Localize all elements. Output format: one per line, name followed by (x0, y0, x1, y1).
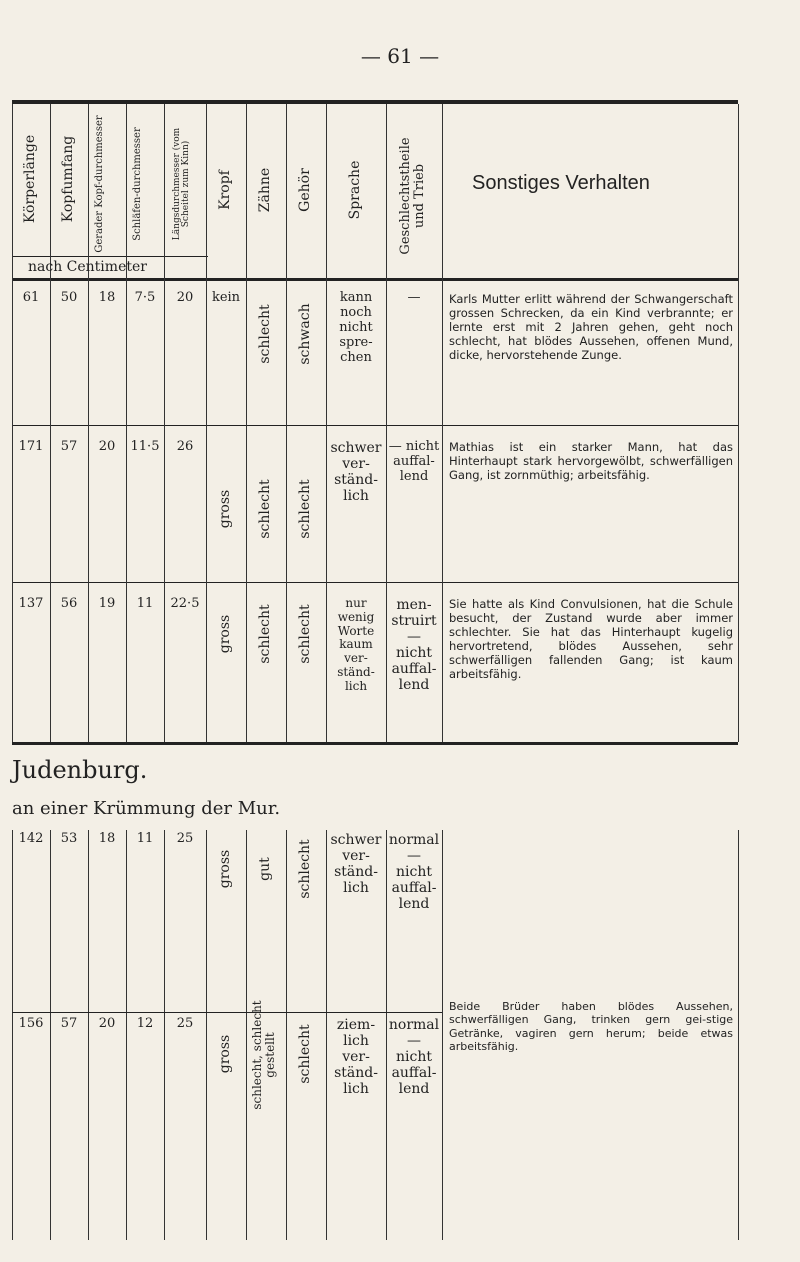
r2-zaehne: schlecht (257, 479, 273, 539)
t2r1-zaehne: gut (257, 857, 273, 881)
header-gerader-kopfdurchmesser: Gerader Kopf-durchmesser (94, 115, 105, 253)
t2r2-schlaefen: 12 (136, 1016, 154, 1031)
header-zaehne: Zähne (257, 167, 273, 213)
r3-laenge: 137 (18, 596, 44, 611)
header-geschlechtstheile: Geschlechtstheile und Trieb (398, 137, 427, 255)
header-kopfumfang: Kopfumfang (60, 135, 76, 223)
r3-gehoer: schlecht (297, 604, 313, 664)
t2r1-schlaefen: 11 (136, 831, 154, 846)
header-gehoer: Gehör (297, 168, 313, 212)
t2r1-sprache: schwer ver-ständ-lich (330, 832, 382, 897)
col-line (286, 104, 287, 742)
col-line (738, 104, 739, 742)
t2r2-laengs: 25 (176, 1016, 194, 1031)
t2r2-laenge: 156 (18, 1016, 44, 1031)
r3-remark: Sie hatte als Kind Convulsionen, hat die Schule besucht, der Zustand wurde aber immer schlechter. Sie hat das Hinterhaupt kugelig hervortretend, blödes Aussehen, sehr schwerfälligen fallenden Gang; ist kaum arbeitsfähig. (449, 597, 733, 682)
r1-schlaefen: 7·5 (134, 290, 156, 305)
unit-rule (12, 256, 208, 257)
col-line (88, 830, 89, 1240)
t2r1-umfang: 53 (60, 831, 78, 846)
section-title: Judenburg. (12, 756, 148, 784)
r2-remark: Mathias ist ein starker Mann, hat das Hinterhaupt stark hervorgewölbt, schwerfälligen Gang, ist zornmüthig; arbeitsfähig. (449, 440, 733, 483)
t2r1-laengs: 25 (176, 831, 194, 846)
col-line (326, 104, 327, 742)
r1-laengs: 20 (176, 290, 194, 305)
r2-schlaefen: 11·5 (130, 439, 160, 454)
col-line (206, 830, 207, 1240)
t2r2-sprache: ziem-lich ver-ständ-lich (334, 1017, 378, 1098)
col-line (442, 830, 443, 1240)
top-rule (12, 100, 738, 104)
header-schlaefendurchmesser: Schläfen-durchmesser (132, 127, 143, 241)
col-line (246, 104, 247, 742)
col-line (50, 104, 51, 742)
t2r1-kropf: gross (217, 849, 233, 889)
row-rule-1 (12, 425, 738, 426)
col-line (12, 830, 13, 1240)
r1-geschlecht: — (407, 290, 421, 305)
r2-laengs: 26 (176, 439, 194, 454)
r2-geschlecht: — nicht auffal-lend (388, 439, 440, 484)
r3-geschlecht: men-struirt — nicht auffal-lend (391, 597, 437, 694)
col-line (386, 104, 387, 742)
r2-kropf: gross (217, 489, 233, 529)
page-number: — 61 — (360, 44, 440, 68)
col-line (246, 830, 247, 1240)
t2-row-rule (12, 1012, 442, 1013)
r1-kropf: kein (211, 290, 241, 305)
t2r1-gerader: 18 (98, 831, 116, 846)
header-koerperlaenge: Körperlänge (22, 134, 38, 224)
r1-laenge: 61 (22, 290, 40, 305)
col-line (50, 830, 51, 1240)
t2r2-gehoer: schlecht (297, 1024, 313, 1084)
r1-sprache: kann noch nicht spre-chen (339, 290, 373, 365)
header-rule (12, 278, 738, 281)
r3-sprache: nur wenig Worte kaum ver-ständ-lich (337, 596, 375, 693)
r2-gehoer: schlecht (297, 479, 313, 539)
col-line (206, 104, 207, 742)
shared-remark: Beide Brüder haben blödes Aussehen, schwerfälligen Gang, trinken gern gei-stige Getränke, vagiren gern herum; beide etwas arbeitsfähig. (449, 1000, 733, 1054)
section-subtitle: an einer Krümmung der Mur. (12, 798, 281, 819)
col-line (164, 830, 165, 1240)
t2r2-zaehne: schlecht, schlecht gestellt (250, 1000, 277, 1110)
t2r1-gehoer: schlecht (297, 839, 313, 899)
col-line (12, 104, 13, 742)
col-line (126, 830, 127, 1240)
t2r1-geschlecht: normal — nicht auffal-lend (388, 832, 440, 913)
r3-zaehne: schlecht (257, 604, 273, 664)
col-line (126, 104, 127, 742)
r1-gehoer: schwach (297, 303, 313, 365)
row-rule-2 (12, 582, 738, 583)
r2-umfang: 57 (60, 439, 78, 454)
r2-laenge: 171 (18, 439, 44, 454)
r1-zaehne: schlecht (257, 304, 273, 364)
t2r2-umfang: 57 (60, 1016, 78, 1031)
col-line (164, 104, 165, 742)
t2r2-kropf: gross (217, 1034, 233, 1074)
r3-umfang: 56 (60, 596, 78, 611)
col-line (738, 830, 739, 1240)
r3-schlaefen: 11 (136, 596, 154, 611)
header-sprache: Sprache (347, 160, 363, 220)
t2r1-laenge: 142 (18, 831, 44, 846)
col-line (442, 104, 443, 742)
t2r2-geschlecht: normal — nicht auffal-lend (388, 1017, 440, 1098)
col-line (326, 830, 327, 1240)
table-bottom-rule (12, 742, 738, 745)
header-laengsdurchmesser: Längsdurchmesser (vom Scheitel zum Kinn) (172, 127, 192, 241)
r1-gerader: 18 (98, 290, 116, 305)
r1-umfang: 50 (60, 290, 78, 305)
header-sonstiges: Sonstiges Verhalten (472, 172, 650, 194)
col-line (88, 104, 89, 742)
r3-gerader: 19 (98, 596, 116, 611)
header-kropf: Kropf (217, 170, 233, 210)
r3-kropf: gross (217, 614, 233, 654)
r1-remark: Karls Mutter erlitt während der Schwangerschaft grossen Schrecken, da ein Kind verbrannte; er lernte erst mit 2 Jahren gehen, geht noch schlecht, hat blödes Aussehen, offenen Mund, dicke, hervorstehende Zunge. (449, 292, 733, 363)
col-line (386, 830, 387, 1240)
r2-sprache: schwer ver-ständ-lich (330, 440, 382, 505)
r3-laengs: 22·5 (170, 596, 200, 611)
header-unit: nach Centimeter (28, 259, 147, 275)
col-line (286, 830, 287, 1240)
t2r2-gerader: 20 (98, 1016, 116, 1031)
r2-gerader: 20 (98, 439, 116, 454)
